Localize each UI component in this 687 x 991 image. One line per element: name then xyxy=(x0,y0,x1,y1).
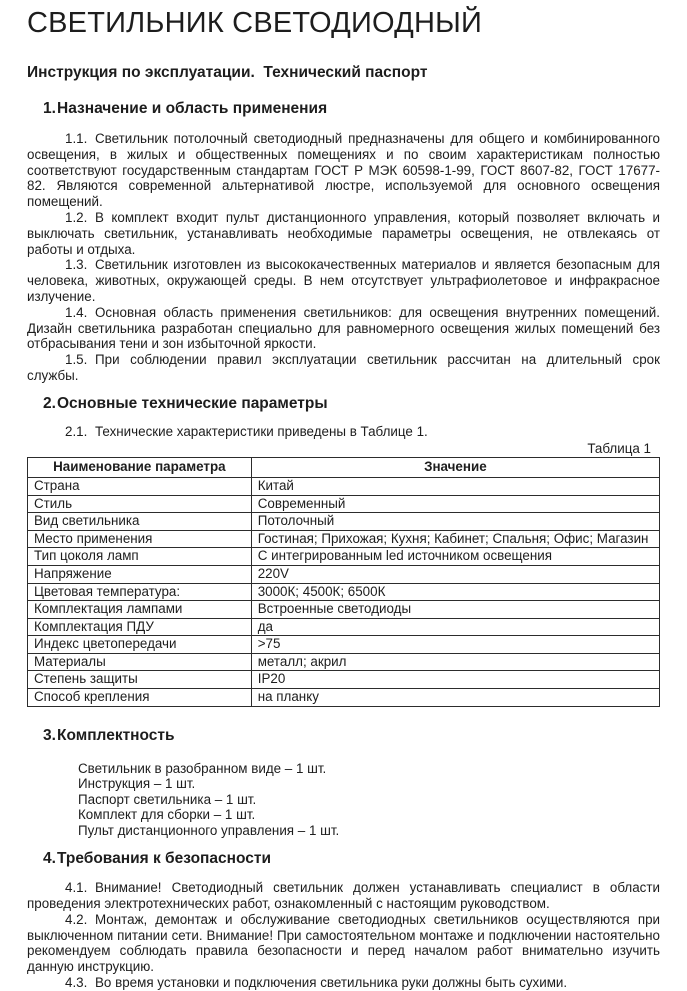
document-subtitle: Инструкция по эксплуатации. Технический паспорт xyxy=(27,64,428,81)
paragraph-1-2 xyxy=(27,210,660,257)
param-name-cell: Место применения xyxy=(28,530,252,548)
paragraph-4-3-number: 4.3. xyxy=(65,974,88,990)
param-name-cell: Материалы xyxy=(28,653,252,671)
section-3-heading xyxy=(27,726,660,745)
paragraph-1-5-text: При соблюдении правил эксплуатации светильник рассчитан на длительный срок службы. xyxy=(27,352,660,383)
param-name-cell: Индекс цветопередачи xyxy=(28,636,252,654)
paragraph-1-4-number: 1.4. xyxy=(65,304,88,320)
paragraph-1-4-text: Основная область применения светильников: для освещения внутренних помещений. Дизайн светильника разработан специально для равномерного освещения жилых помещений без отбрасывания тени и зон избыточной яркости. xyxy=(27,304,660,352)
table-row xyxy=(28,530,660,548)
param-name-cell: Вид светильника xyxy=(28,513,252,531)
paragraph-4-3-text: Во время установки и подключения светильника руки должны быть сухими. xyxy=(95,974,568,990)
section-2-number: 2. xyxy=(43,394,56,412)
param-value-cell: IP20 xyxy=(251,671,659,689)
table-row xyxy=(28,477,660,495)
param-value-cell: на планку xyxy=(251,689,659,707)
section-3-title: Комплектность xyxy=(57,726,175,744)
param-name-cell: Стиль xyxy=(28,495,252,513)
param-value-cell: Потолочный xyxy=(251,513,659,531)
paragraph-1-5-number: 1.5. xyxy=(65,352,88,368)
section-1-title: Назначение и область применения xyxy=(57,100,328,117)
param-name-cell: Цветовая температура: xyxy=(28,583,252,601)
section-2-heading xyxy=(27,394,660,413)
table-row xyxy=(28,583,660,601)
param-value-cell: Китай xyxy=(251,477,659,495)
table-row xyxy=(28,601,660,619)
paragraph-2-1-number: 2.1. xyxy=(65,423,88,439)
paragraph-2-1-text: Технические характеристики приведены в Таблице 1. xyxy=(95,423,428,439)
list-item: Комплект для сборки – 1 шт. xyxy=(78,807,256,823)
equipment-list xyxy=(27,761,660,839)
param-value-cell: Современный xyxy=(251,495,659,513)
paragraph-4-1-number: 4.1. xyxy=(65,880,88,896)
param-name-cell: Комплектация лампами xyxy=(28,601,252,619)
param-value-cell: Встроенные светодиоды xyxy=(251,601,659,619)
param-name-cell: Страна xyxy=(28,477,252,495)
paragraph-1-1 xyxy=(27,131,660,210)
paragraph-1-4 xyxy=(27,305,660,352)
param-value-cell: С интегрированным led источником освещения xyxy=(251,548,659,566)
paragraph-1-3-number: 1.3. xyxy=(65,257,88,273)
list-item: Пульт дистанционного управления – 1 шт. xyxy=(78,822,340,838)
paragraph-1-3-text: Светильник изготовлен из высококачественных материалов и является безопасным для человека, животных, окружающей среды. В нем отсутствует ультрафиолетовое и инфракрасное излучение. xyxy=(27,257,660,304)
paragraph-1-1-text: Светильник потолочный светодиодный предназначены для общего и комбинированного освещения, в жилых и общественных помещениях и по своим характеристикам полностью соответствуют государственным стандартам ГОСТ Р МЭК 60598-1-99, ГОСТ 8607-82, ГОСТ 17677-82. Являются современной альтернативой люстре, используемой для основного освещения помещений. xyxy=(27,131,660,210)
table-header-value: Значение xyxy=(251,458,659,478)
param-value-cell: 220V xyxy=(251,565,659,583)
list-item: Инструкция – 1 шт. xyxy=(78,776,196,792)
param-value-cell: >75 xyxy=(251,636,659,654)
paragraph-2-1 xyxy=(27,424,660,440)
param-name-cell: Способ крепления xyxy=(28,689,252,707)
table-row xyxy=(28,636,660,654)
table-row xyxy=(28,618,660,636)
paragraph-4-3 xyxy=(27,975,660,991)
table-header-row xyxy=(28,458,660,478)
paragraph-4-1-text: Внимание! Светодиодный светильник должен устанавливать специалист в области проведения электротехнических работ, ознакомленный с настоящим руководством. xyxy=(27,880,660,911)
table-row xyxy=(28,513,660,531)
paragraph-4-2-text: Монтаж, демонтаж и обслуживание светодиодных светильников осуществляются при выключенном питании сети. Внимание! При самостоятельном монтаже и подключении настоятельно рекомендуем соблюдать правила безопасности и перед началом работ внимательно изучить данную инструкцию. xyxy=(27,911,660,975)
section-1-heading xyxy=(27,99,660,118)
section-2-title: Основные технические параметры xyxy=(57,394,328,412)
page-title: СВЕТИЛЬНИК СВЕТОДИОДНЫЙ xyxy=(27,7,483,39)
table-row xyxy=(28,565,660,583)
spec-table xyxy=(27,457,660,706)
param-value-cell: да xyxy=(251,618,659,636)
table-caption: Таблица 1 xyxy=(587,440,651,456)
section-4-heading xyxy=(27,849,660,868)
paragraph-1-5 xyxy=(27,352,660,384)
table-header-parameter: Наименование параметра xyxy=(28,458,252,478)
param-name-cell: Комплектация ПДУ xyxy=(28,618,252,636)
list-item: Паспорт светильника – 1 шт. xyxy=(78,791,257,807)
section-1-number: 1. xyxy=(43,100,56,117)
param-value-cell: Гостиная; Прихожая; Кухня; Кабинет; Спальня; Офис; Магазин xyxy=(251,530,659,548)
param-name-cell: Напряжение xyxy=(28,565,252,583)
paragraph-1-3 xyxy=(27,257,660,304)
table-row xyxy=(28,495,660,513)
paragraph-4-2 xyxy=(27,912,660,975)
table-row xyxy=(28,548,660,566)
table-row xyxy=(28,653,660,671)
section-4-number: 4. xyxy=(43,850,56,868)
paragraph-1-1-number: 1.1. xyxy=(65,131,88,146)
paragraph-4-1 xyxy=(27,880,660,912)
param-name-cell: Тип цоколя ламп xyxy=(28,548,252,566)
param-value-cell: 3000К; 4500К; 6500К xyxy=(251,583,659,601)
paragraph-1-2-number: 1.2. xyxy=(65,209,88,225)
table-row xyxy=(28,689,660,707)
list-item: Светильник в разобранном виде – 1 шт. xyxy=(78,760,327,776)
paragraph-1-2-text: В комплект входит пульт дистанционного управления, который позволяет включать и выключать светильник, устанавливать необходимые параметры освещения, не отвлекаясь от работы и отдыха. xyxy=(27,209,660,257)
param-name-cell: Степень защиты xyxy=(28,671,252,689)
table-row xyxy=(28,671,660,689)
paragraph-4-2-number: 4.2. xyxy=(65,911,88,927)
section-4-title: Требования к безопасности xyxy=(57,850,272,868)
section-3-number: 3. xyxy=(43,726,56,744)
param-value-cell: металл; акрил xyxy=(251,653,659,671)
